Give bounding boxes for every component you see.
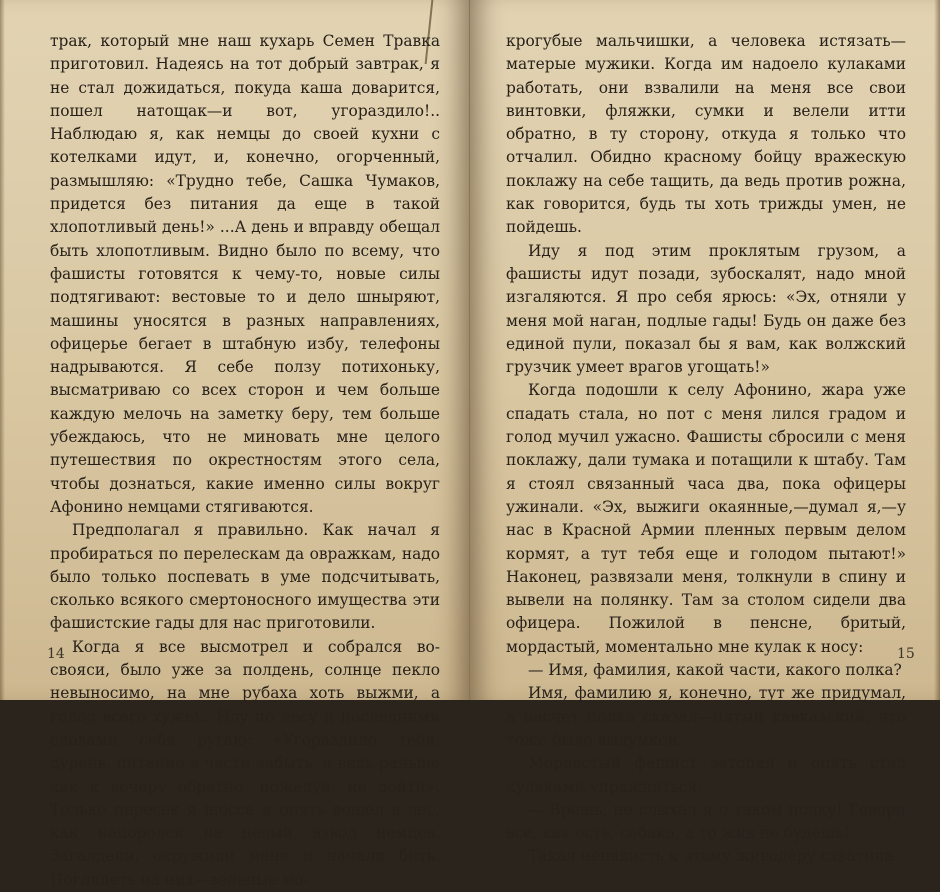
paragraph: Предполагал я правильно. Как начал я пробираться по перелескам да овражкам, надо было только поспевать в уме подсчитывать, сколько всякого смертоносного имущества эти фашистские гады для нас приготовили. <box>50 521 440 633</box>
right-page <box>470 0 940 866</box>
paragraph: крогубые мальчишки, а человека истязать—матерые мужики. Когда им надоело кулаками работать, они взвалили на меня все свои винтовки, фляжки, сумки и велели итти обратно, в ту сторону, откуда я только что отчалил. Обидно красному бойцу вражескую поклажу на себе тащить, да ведь против рожна, как говорится, будь ты хоть трижды умен, не пойдешь. <box>506 32 906 237</box>
paragraph: Когда подошли к селу Афонино, жара уже спадать стала, но пот с меня лился градом и голод мучил ужасно. Фашисты сбросили с меня поклажу, дали тумака и потащили к штабу. Там я стоял связанный часа два, пока офицеры ужинали. «Эх, выжиги окаянные,—думал я,—у нас в Красной Армии пленных первым делом кормят, а тут тебя еще и голодом пытают!» Наконец, развязали меня, толкнули в спину и вывели на полянку. Там за столом сидели два офицера. Пожилой в пенсне, бритый, мордастый, моментально мне кулак к носу: <box>506 381 906 656</box>
right-page-number: 15 <box>897 646 915 662</box>
paragraph: Мордастый фашист затопал и опять стал кулаками упражняться: <box>506 754 906 796</box>
paragraph: трак, который мне наш кухарь Семен Травка приготовил. Надеясь на тот добрый завтрак, я не стал дожидаться, покуда каша доварится, пошел натощак—и вот, угораздило!.. Наблюдаю я, как немцы до своей кухни с котелками идут, и, конечно, огорченный, размышляю: «Трудно тебе, Сашка Чумаков, придется без питания да еще в такой хлопотливый день!» ...А день и вправду обещал быть хлопотливым. Видно было по всему, что фашисты готовятся к чему-то, новые силы подтягивают: вестовые то и дело шныряют, машины уносятся в разных направлениях, офицерье бегает в штабную избу, телефоны надрываются. Я себе ползу потихоньку, высматриваю со всех сторон и чем больше каждую мелочь на заметку беру, тем больше убеждаюсь, что не миновать мне целого путешествия по окрестностям этого села, чтобы дознаться, какие именно силы вокруг Афонино немцами стягиваются. <box>50 32 440 516</box>
left-page-text <box>50 30 440 892</box>
left-page-outer-edge <box>0 0 5 700</box>
right-page-outer-edge <box>934 0 940 700</box>
paragraph: Когда я все высмотрел и собрался во-свояси, было уже за полдень, солнце пекло невыносимо, на мне рубаха хоть выжми, а голод всего хуже!.. Иду по лесу и последними словами себя ругаю: «Угораздило тебя, дурень, питание в части забыть, а ведь раньше как к вечеру обратно, пожалуй, не дойти». Только пересек я шоссе и опять вошел в лес, как напоролся на целый взвод немцев. Загалдели, окружили меня и начали бить. Поглядеть на них—зеленые мо- <box>50 637 440 889</box>
dialogue-line: — Врешь, не слыхал я о таком полку! Говори все, как есть, собака, а то жив не будешь! <box>506 800 906 843</box>
right-page-text <box>506 30 906 869</box>
dialogue-line: — Имя, фамилия, какой части, какого полка? <box>528 661 902 680</box>
paragraph: Имя, фамилию я, конечно, тут же придумал, а насчет полка сказал—пятый кавказский, что тоже было выдумкой. <box>506 684 906 749</box>
left-page <box>0 0 470 889</box>
left-page-number: 14 <box>47 646 65 662</box>
paragraph: Такая ненависть к этому живодеру схватила <box>528 847 894 866</box>
paragraph: Иду я под этим проклятым грузом, а фашисты идут позади, зубоскалят, надо мной изгаляются. Я про себя ярюсь: «Эх, отняли у меня мой наган, подлые гады! Будь он даже без единой пули, показал бы я вам, как волжский грузчик умеет врагов угощать!» <box>506 241 906 377</box>
